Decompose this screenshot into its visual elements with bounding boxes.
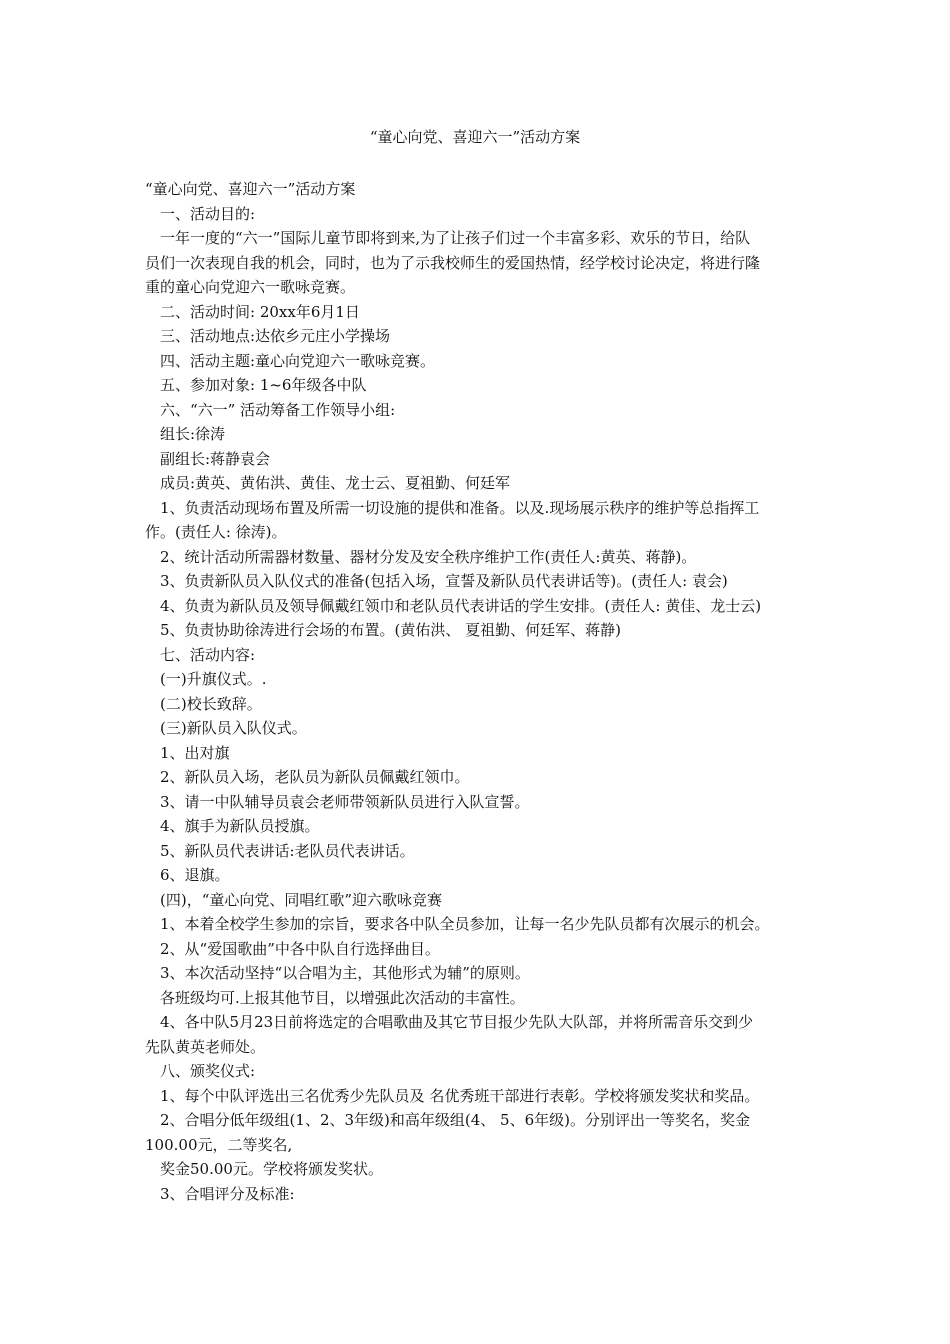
- document-line: 1、出对旗: [160, 743, 230, 762]
- document-line: 5、负责协助徐涛进行会场的布置。(黄佑洪、 夏祖勤、何廷军、蒋静): [160, 621, 622, 639]
- document-line: 一、活动目的:: [160, 204, 256, 223]
- document-line: 1、本着全校学生参加的宗旨，要求各中队全员参加，让每一名少先队员都有次展示的机会。: [160, 915, 770, 933]
- document-line: 重的童心向党迎六一歌咏竞赛。: [145, 278, 356, 296]
- document-line: 6、退旗。: [160, 866, 230, 884]
- document-line: (一)升旗仪式。.: [160, 670, 267, 688]
- document-line: 2、统计活动所需器材数量、器材分发及安全秩序维护工作(责任人:黄英、蒋静)。: [160, 547, 697, 566]
- document-line: 2、从“爱国歌曲”中各中队自行选择曲目。: [160, 939, 440, 958]
- document-line: 3、负责新队员入队仪式的准备(包括入场，宣誓及新队员代表讲话等)。(责任人: 袁会): [160, 572, 728, 590]
- document-line: 二、活动时间: 20xx年6月1日: [160, 302, 360, 321]
- document-line: 3、请一中队辅导员袁会老师带领新队员进行入队宣誓。: [160, 792, 530, 811]
- document-line: 3、合唱评分及标准:: [160, 1184, 295, 1203]
- document-line: 组长:徐涛: [160, 425, 226, 443]
- document-line: 成员:黄英、黄佑洪、黄佳、龙士云、夏祖勤、何廷军: [160, 474, 511, 492]
- document-line: 3、本次活动坚持“以合唱为主，其他形式为辅”的原则。: [160, 964, 530, 982]
- document-line: (四)，“童心向党、同唱红歌”迎六歌咏竞赛: [160, 890, 443, 909]
- document-line: 四、活动主题:童心向党迎六一歌咏竞赛。: [160, 351, 436, 370]
- page-title: “童心向党、喜迎六一”活动方案: [369, 128, 581, 146]
- document-line: 六、“六一” 活动筹备工作领导小组:: [160, 400, 396, 419]
- document-line: 2、合唱分低年级组(1、2、3年级)和高年级组(4、 5、6年级)。分别评出一等奖名，奖金: [160, 1111, 750, 1129]
- document-line: (三)新队员入队仪式。: [160, 719, 307, 737]
- document-line: 三、活动地点:达依乡元庄小学操场: [160, 327, 391, 345]
- document-line: 1、每个中队评选出三名优秀少先队员及 名优秀班干部进行表彰。学校将颁发奖状和奖品。: [160, 1086, 760, 1105]
- document-line: 奖金50.00元。学校将颁发奖状。: [160, 1160, 383, 1178]
- document-line: 2、新队员入场，老队员为新队员佩戴红领巾。: [160, 768, 470, 786]
- document-line: 5、新队员代表讲话:老队员代表讲话。: [160, 841, 415, 860]
- document-line: “童心向党、喜迎六一”活动方案: [145, 180, 356, 198]
- document-line: 作。(责任人: 徐涛)。: [145, 523, 287, 541]
- document-line: 先队黄英老师处。: [145, 1037, 266, 1056]
- document-line: 一年一度的“六一”国际儿童节即将到来,为了让孩子们过一个丰富多彩、欢乐的节日，给队: [160, 229, 751, 247]
- document-line: 员们一次表现自我的机会，同时，也为了示我校师生的爱国热情，经学校讨论决定，将进行隆: [145, 253, 761, 272]
- document-line: 各班级均可.上报其他节目，以增强此次活动的丰富性。: [160, 988, 525, 1007]
- document-line: 100.00元，二等奖名,: [145, 1135, 293, 1154]
- document-line: (二)校长致辞。: [160, 694, 262, 713]
- document-line: 七、活动内容:: [160, 645, 256, 664]
- document-line: 1、负责活动现场布置及所需一切设施的提供和准备。以及.现场展示秩序的维护等总指挥工: [160, 498, 760, 517]
- document-line: 五、参加对象: 1~6年级各中队: [160, 376, 367, 394]
- document-line: 4、各中队5月23日前将选定的合唱歌曲及其它节目报少先队大队部，并将所需音乐交到少: [160, 1013, 754, 1031]
- document-line: 4、旗手为新队员授旗。: [160, 817, 320, 835]
- document-line: 4、负责为新队员及领导佩戴红领巾和老队员代表讲话的学生安排。(责任人: 黄佳、龙士云): [160, 596, 762, 615]
- document-line: 八、颁奖仪式:: [160, 1062, 256, 1080]
- document-body: [145, 177, 810, 1206]
- document-line: 副组长:蒋静袁会: [160, 449, 271, 468]
